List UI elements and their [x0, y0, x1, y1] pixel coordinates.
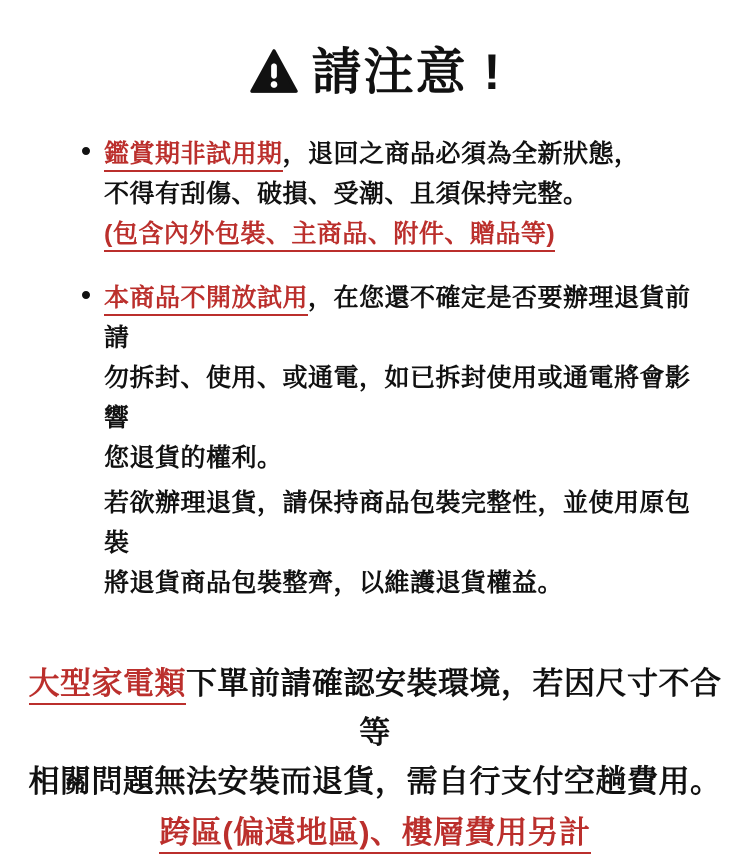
text-line: [104, 278, 710, 358]
text-line: [104, 134, 640, 174]
text-segment: ，退回之商品必須為全新狀態，: [282, 140, 640, 168]
text-line: [104, 214, 640, 254]
text-line: 相關問題無法安裝而退貨，需自行支付空趟費用。: [28, 764, 722, 799]
bullet-icon: [82, 291, 90, 299]
title-exclamation: !: [483, 44, 501, 100]
text-line: [14, 808, 736, 857]
text-line: [14, 659, 736, 757]
list-item-no-trial: [82, 278, 710, 603]
highlighted-note: (包含內外包裝、主商品、附件、贈品等): [104, 220, 555, 252]
page-title: [0, 40, 750, 104]
large-appliance-warning: [0, 659, 750, 857]
highlighted-phrase: 本商品不開放試用: [104, 284, 308, 316]
text-line: 不得有刮傷、破損、受潮、且須保持完整。: [104, 180, 589, 208]
inspection-period-text: [104, 134, 640, 254]
text-line: 將退貨商品包裝整齊，以維護退貨權益。: [104, 569, 564, 597]
warning-triangle-icon: [250, 49, 298, 95]
notice-list: [0, 134, 750, 603]
highlighted-phrase: 鑑賞期非試用期: [104, 140, 283, 172]
text-segment: ，在您還不確定是否要辦理退貨前請: [104, 284, 691, 352]
highlighted-phrase: 大型家電類: [29, 666, 187, 705]
text-line: 您退貨的權利。: [104, 444, 283, 472]
bullet-icon: [82, 147, 90, 155]
extra-fee-note: 跨區(偏遠地區)、樓層費用另計: [159, 815, 590, 854]
no-trial-text: [104, 278, 710, 603]
page-title-text: 請注意: [311, 44, 468, 100]
return-packing-paragraph: [104, 483, 710, 603]
text-segment: 下單前請確認安裝環境，若因尺寸不合等: [186, 666, 722, 750]
text-line: 勿拆封、使用、或通電，如已拆封使用或通電將會影響: [104, 364, 691, 432]
text-line: 若欲辦理退貨，請保持商品包裝完整性，並使用原包裝: [104, 489, 691, 557]
list-item-inspection-period: [82, 134, 710, 254]
